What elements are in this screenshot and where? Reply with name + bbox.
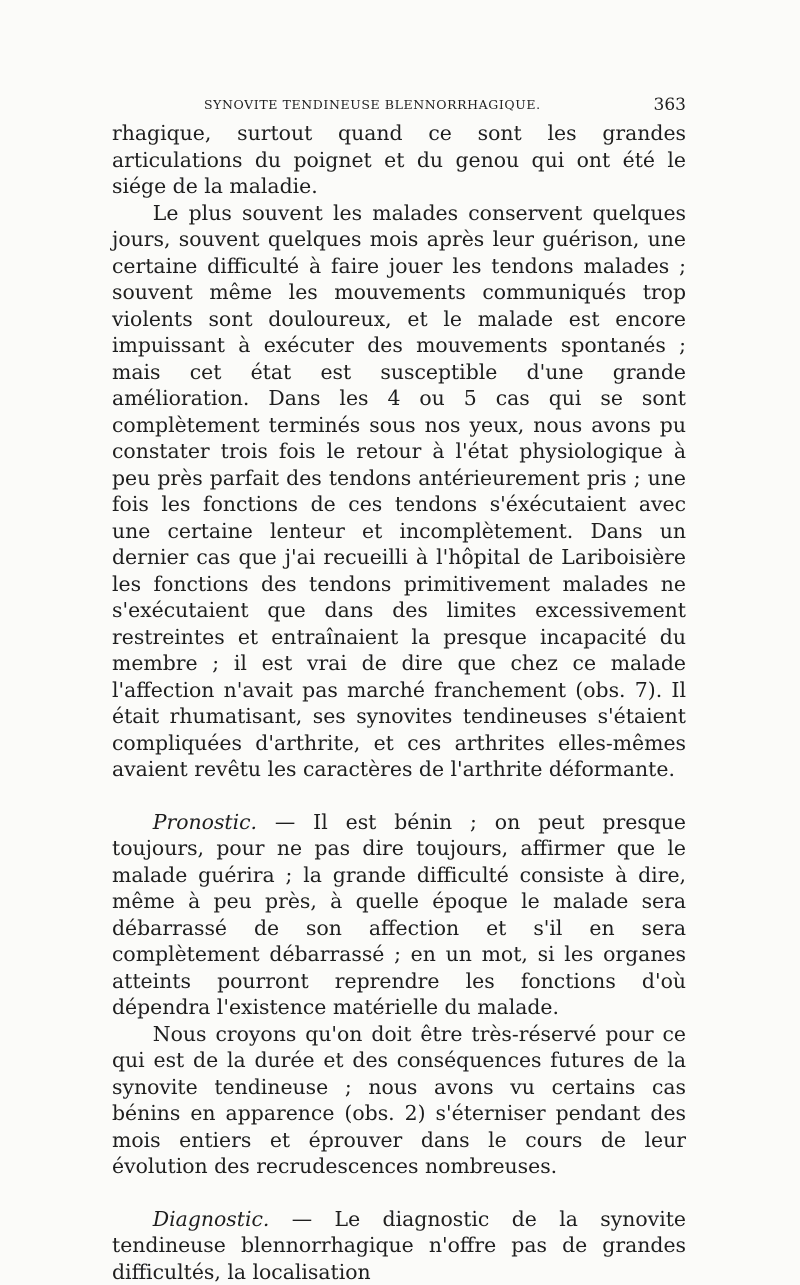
paragraph-pronostic: [112, 809, 686, 1021]
body-text: [112, 120, 686, 1285]
running-title: SYNOVITE TENDINEUSE BLENNORRHAGIQUE.: [204, 92, 541, 118]
paragraph-text: Nous croyons qu'on doit être très-réservé pour ce qui est de la durée et des conséquences futures de la synovite tendineuse ; nous avons vu certains cas bénins en apparence (obs. 2) s'éterniser pendant des mois entiers et éprouver dans le cours de leur évolution des recrudescences nombreuses.: [112, 1022, 686, 1179]
running-header: [112, 92, 686, 118]
paragraph-text: — Il est bénin ; on peut presque toujours, pour ne pas dire toujours, affirmer que le malade guérira ; la grande difficulté consiste à dire, même à peu près, à quelle époque le malade sera débarrassé de son affection et s'il en sera complètement débarrassé ; en un mot, si les organes atteints pourront reprendre les fonctions d'où dépendra l'existence matérielle du malade.: [112, 810, 686, 1020]
paragraph-text: Le plus souvent les malades conservent quelques jours, souvent quelques mois après leur guérison, une certaine difficulté à faire jouer les tendons malades ; souvent même les mouvements communiqués trop violents sont douloureux, et le malade est encore impuissant à exécuter des mouvements spontanés ; mais cet état est susceptible d'une grande amélioration. Dans les 4 ou 5 cas qui se sont complètement terminés sous nos yeux, nous avons pu constater trois fois le retour à l'état physiologique à peu près parfait des tendons antérieurement pris ; une fois les fonctions de ces tendons s'éxécutaient avec une certaine lenteur et incomplètement. Dans un dernier cas que j'ai recueilli à l'hôpital de Lariboisière les fonctions des tendons primitivement malades ne s'exécutaient que dans des limites excessivement restreintes et entraînaient la presque incapacité du membre ; il est vrai de dire que chez ce malade l'affection n'avait pas marché franchement (obs. 7). Il était rhumatisant, ses synovites tendineuses s'étaient compliquées d'arthrite, et ces arthrites elles-mêmes avaient revêtu les caractères de l'arthrite déformante.: [112, 201, 686, 782]
section-lead-pronostic: Pronostic.: [153, 810, 257, 834]
paragraph-recovery: [112, 200, 686, 783]
page-number: 363: [654, 92, 686, 118]
paragraph-text: — Le diagnostic de la synovite tendineuse blennorrhagique n'offre pas de grandes difficultés, la localisation: [112, 1207, 686, 1284]
paragraph-text: rhagique, surtout quand ce sont les grandes articulations du poignet et du genou qui ont été le siége de la maladie.: [112, 121, 686, 198]
paragraph-reserve: [112, 1021, 686, 1180]
paragraph-continuation: [112, 120, 686, 200]
paragraph-diagnostic: [112, 1206, 686, 1285]
section-lead-diagnostic: Diagnostic.: [153, 1207, 270, 1231]
